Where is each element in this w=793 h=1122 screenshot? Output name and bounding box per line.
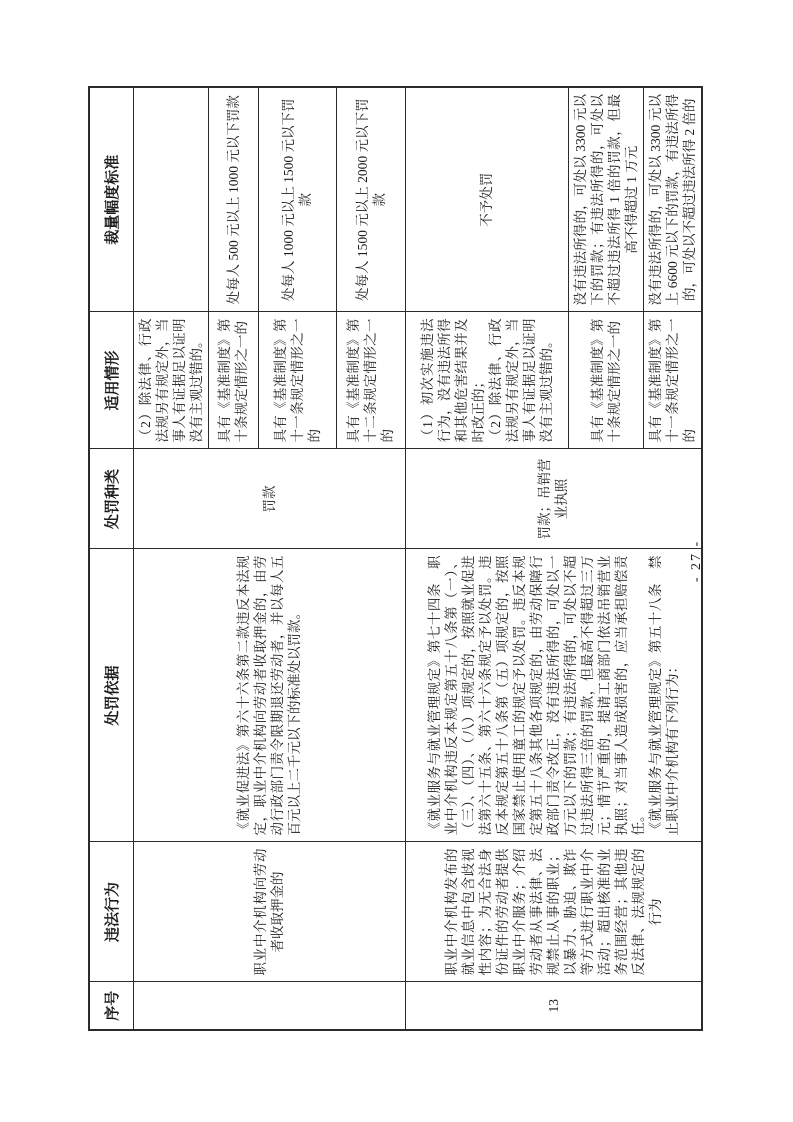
header-standard: 裁量幅度标准 bbox=[89, 87, 133, 312]
header-basis: 处罚依据 bbox=[89, 549, 133, 842]
penalty-discretion-table bbox=[88, 86, 703, 1031]
row12-standard-1: 处每人 500 元以上 1000 元以下罚款 bbox=[208, 87, 258, 312]
table-header-row bbox=[89, 87, 133, 1030]
header-serial: 序号 bbox=[89, 982, 133, 1030]
row12-situation-2: 具有《基准制度》第十一条规定情形之一的 bbox=[258, 312, 336, 449]
row12-standard-2: 处每人 1000 元以上 1500 元以下罚款 bbox=[258, 87, 336, 312]
row13-standard-1: 没有违法所得的，可处以 3300 元以下的罚款；有违法所得的，可处以不超过违法所得 1 倍的罚款，但最高不得超过 1 万元 bbox=[568, 87, 643, 312]
row12-standard-3: 处每人 1500 元以上 2000 元以下罚款 bbox=[336, 87, 405, 312]
row13-situation-0-paragraph-1: （1）初次实施违法行为，没有违法所得和其他危害结果并及时改正的； bbox=[419, 318, 486, 443]
page-number: - 27 - bbox=[689, 539, 704, 583]
table-row bbox=[405, 87, 568, 1030]
row13-standard-0: 不予处罚 bbox=[405, 87, 568, 312]
header-situation: 适用情形 bbox=[89, 312, 133, 449]
row13-standard-2: 没有违法所得的，可处以 3300 元以上 6600 元以下的罚款，有违法所得的，可处以不超过违法所得 2 倍的 bbox=[643, 87, 702, 312]
row13-situation-0-paragraph-2: （2）除法律、行政法规另有规定外，当事人有证据足以证明没有主观过错的。 bbox=[487, 318, 554, 443]
row13-situation-1: 具有《基准制度》第十条规定情形之一的 bbox=[568, 312, 643, 449]
row13-basis-paragraph-2: 《就业服务与就业管理规定》第五十八条 禁止职业中介机构有下列行为： bbox=[647, 555, 680, 836]
row13-situation-0 bbox=[405, 312, 568, 449]
header-violation: 违法行为 bbox=[89, 842, 133, 982]
row13-situation-2: 具有《基准制度》第十一条规定情形之一的 bbox=[643, 312, 702, 449]
table-row bbox=[133, 87, 208, 1030]
row12-penalty-type-cell: 罚款 bbox=[133, 449, 405, 549]
row12-situation-3: 具有《基准制度》第十二条规定情形之一的 bbox=[336, 312, 405, 449]
row12-serial-cell bbox=[133, 982, 405, 1030]
row13-serial-cell: 13 bbox=[405, 982, 702, 1030]
row12-basis-cell: 《就业促进法》第六十六条第二款违反本法规定，职业中介机构向劳动者收取押金的，由劳动行政部门责令限期退还劳动者，并以每人五百元以上二千元以下的标准处以罚款。 bbox=[133, 549, 405, 842]
row12-situation-0: （2）除法律、行政法规另有规定外，当事人有证据足以证明没有主观过错的。 bbox=[133, 312, 208, 449]
header-penalty-type: 处罚种类 bbox=[89, 449, 133, 549]
row12-standard-0 bbox=[133, 87, 208, 312]
row13-basis-cell bbox=[405, 549, 702, 842]
row13-basis-paragraph-1: 《就业服务与就业管理规定》第七十四条 职业中介机构违反本规定第五十八条第（一）、（三）、（四）、（八）项规定的，按照就业促进法第六十五条、第六十六条规定予以处罚。违反本规定第五十八条第（五）项规定的，按照国家禁止使用童工的规定予以处罚。违反本规定第五十八条其他各项规定的，由劳动保障行政部门责令改正，没有违法所得的，可处以一万元以下的罚款；有违法所得的，可处以不超过违法所得三倍的罚款，但最高不得超过三万元；情节严重的，提请工商部门依法吊销营业执照；对当事人造成损害的，应当承担赔偿责任。 bbox=[426, 555, 646, 836]
row12-violation-cell: 职业中介机构向劳动者收取押金的 bbox=[133, 842, 405, 982]
row13-violation-cell: 职业中介机构发布的就业信息中包含歧视性内容；为无合法身份证件的劳动者提供职业中介服务；介绍劳动者从事法律、法规禁止从事的职业；以暴力、胁迫、欺诈等方式进行职业中介活动；超出核准的业务范围经营；其他违反法律、法规规定的行为 bbox=[405, 842, 702, 982]
row13-penalty-type-cell: 罚款；吊销营业执照 bbox=[405, 449, 702, 549]
row12-situation-1: 具有《基准制度》第十条规定情形之一的 bbox=[208, 312, 258, 449]
